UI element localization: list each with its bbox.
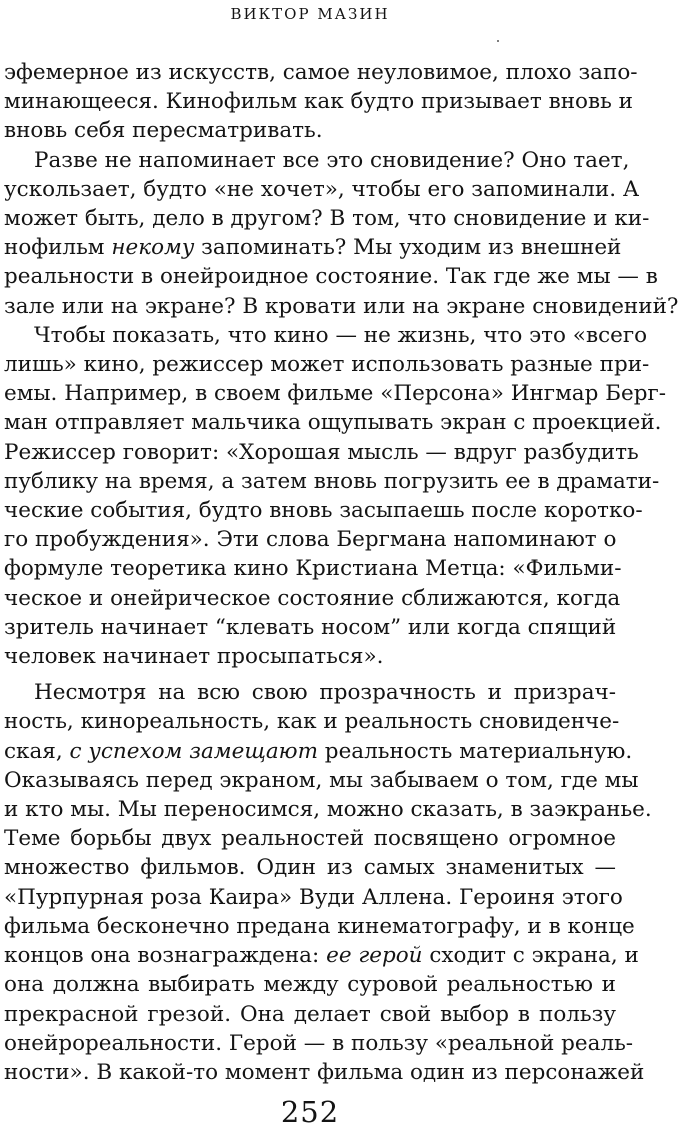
text-run: Чтобы показать, что кино — не жизнь, что это «всего bbox=[34, 322, 648, 348]
paragraph-p3 bbox=[4, 321, 667, 671]
text-line bbox=[4, 707, 620, 736]
text-run: ская, bbox=[4, 738, 70, 764]
text-run: сходит с экрана, и bbox=[422, 943, 639, 969]
text-line bbox=[4, 467, 660, 496]
text-run: может быть, дело в другом? В том, что сновидение и ки- bbox=[4, 206, 650, 232]
text-line bbox=[4, 613, 616, 642]
text-line bbox=[4, 525, 616, 554]
text-line bbox=[4, 379, 667, 408]
paragraph-p2 bbox=[4, 146, 678, 321]
text-run: реальности в онейроидное состояние. Так где же мы — в bbox=[4, 264, 658, 290]
text-line bbox=[4, 853, 616, 882]
text-line bbox=[4, 292, 678, 321]
text-run: концов она вознаграждена: bbox=[4, 943, 327, 969]
text-run: ность, кинореальность, как и реальность сновиденче- bbox=[4, 709, 620, 735]
text-run: Теме борьбы двух реальностей посвящено огромное bbox=[4, 826, 616, 852]
text-run: Разве не напоминает все это сновидение? Оно тает, bbox=[34, 147, 630, 173]
text-run: зале или на экране? В кровати или на экране сновидений? bbox=[4, 293, 678, 319]
text-run: Режиссер говорит: «Хорошая мысль — вдруг разбудить bbox=[4, 439, 639, 465]
text-line bbox=[4, 1029, 634, 1058]
text-run: эфемерное из искусств, самое неуловимое, плохо запо- bbox=[4, 60, 638, 85]
italic-emphasis: некому bbox=[111, 235, 195, 261]
text-line bbox=[4, 204, 650, 233]
text-line bbox=[4, 584, 621, 613]
text-run: ческое и онейрическое состояние сближаются, когда bbox=[4, 585, 621, 611]
text-run: она должна выбирать между суровой реальностью и bbox=[4, 972, 616, 998]
text-line bbox=[4, 321, 648, 350]
text-line bbox=[4, 941, 639, 970]
page-number: 252 bbox=[280, 1095, 340, 1129]
text-run: запоминать? Мы уходим из внешней bbox=[194, 235, 622, 261]
text-line bbox=[4, 883, 623, 912]
text-run: Оказываясь перед экраном, мы забываем о том, где мы bbox=[4, 767, 639, 793]
text-line bbox=[4, 737, 633, 766]
text-run: публику на время, а затем вновь погрузить ее в драмати- bbox=[4, 468, 660, 494]
paragraph-p4 bbox=[4, 678, 652, 1087]
text-line bbox=[4, 262, 658, 291]
text-run: лишь» кино, режиссер может использовать разные при- bbox=[4, 352, 650, 378]
text-line bbox=[4, 146, 630, 175]
text-run: ман отправляет мальчика ощупывать экран с проекцией. bbox=[4, 410, 662, 436]
text-line bbox=[4, 678, 616, 707]
text-run: зритель начинает “клевать носом” или когда спящий bbox=[4, 614, 617, 640]
text-line bbox=[4, 175, 640, 204]
text-line bbox=[4, 408, 662, 437]
text-run: емы. Например, в своем фильме «Персона» Ингмар Берг- bbox=[4, 381, 667, 407]
text-run: человек начинает просыпаться». bbox=[4, 644, 384, 670]
italic-emphasis: ее герой bbox=[326, 943, 423, 969]
text-run: го пробуждения». Эти слова Бергмана напоминают о bbox=[4, 527, 617, 553]
text-line bbox=[4, 1058, 645, 1087]
text-run: ческие события, будто вновь засыпаешь после коротко- bbox=[4, 498, 643, 524]
text-line bbox=[4, 642, 616, 671]
page-body-text bbox=[4, 58, 678, 1087]
text-line bbox=[4, 87, 633, 116]
text-line bbox=[4, 350, 650, 379]
text-run: множество фильмов. Один из самых знаменитых — bbox=[4, 855, 616, 881]
text-line bbox=[4, 233, 622, 262]
running-head: ВИКТОР МАЗИН bbox=[230, 5, 390, 23]
text-line bbox=[4, 912, 635, 941]
text-run: нофильм bbox=[4, 235, 112, 261]
text-line bbox=[4, 58, 638, 87]
text-run: ности». В какой-то момент фильма один из персонажей bbox=[4, 1059, 645, 1085]
text-run: ускользает, будто «не хочет», чтобы его запоминали. А bbox=[4, 176, 640, 202]
print-speck bbox=[497, 40, 499, 42]
text-line bbox=[4, 496, 643, 525]
italic-emphasis: с успехом замещают bbox=[69, 738, 318, 764]
text-line bbox=[4, 554, 622, 583]
text-line bbox=[4, 766, 639, 795]
text-run: онейрореальности. Герой — в пользу «реальной реаль- bbox=[4, 1030, 634, 1056]
text-line bbox=[4, 824, 616, 853]
paragraph-p1 bbox=[4, 58, 638, 146]
text-run: формуле теоретика кино Кристиана Метца: «Фильми- bbox=[4, 556, 622, 582]
text-run: фильма бесконечно предана кинематографу, и в конце bbox=[4, 913, 635, 939]
text-run: прекрасной грезой. Она делает свой выбор в пользу bbox=[4, 1001, 616, 1027]
text-run: Несмотря на всю свою прозрачность и призрач- bbox=[34, 680, 616, 706]
text-line bbox=[4, 116, 616, 145]
text-run: вновь себя пересматривать. bbox=[4, 118, 323, 144]
text-line bbox=[4, 1000, 616, 1029]
text-run: реальность материальную. bbox=[317, 738, 633, 764]
text-line bbox=[4, 970, 616, 999]
text-line bbox=[4, 438, 639, 467]
text-line bbox=[4, 795, 652, 824]
text-run: минающееся. Кинофильм как будто призывает вновь и bbox=[4, 89, 633, 115]
text-run: и кто мы. Мы переносимся, можно сказать, в заэкранье. bbox=[4, 797, 652, 823]
text-run: «Пурпурная роза Каира» Вуди Аллена. Героиня этого bbox=[4, 884, 623, 910]
